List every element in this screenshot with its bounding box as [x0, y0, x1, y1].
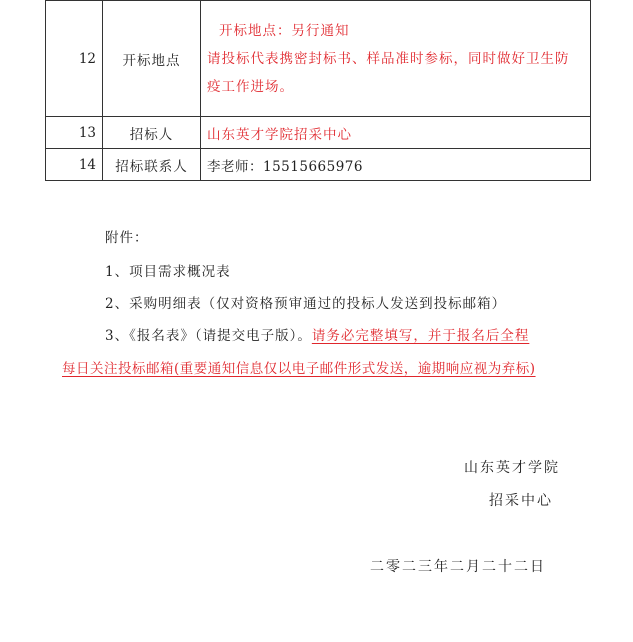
contact-person: 李老师：15515665976 [201, 149, 591, 181]
attachment-item-3-warning: 请务必完整填写，并于报名后全程 [311, 328, 530, 344]
row-content [201, 1, 591, 117]
attachment-item-2: 2、采购明细表（仅对资格预审通过的投标人发送到投标邮箱） [105, 296, 507, 312]
signature-date: 二零二三年二月二十二日 [370, 559, 546, 575]
signature-org: 山东英才学院 [464, 460, 560, 476]
bid-info-table [45, 0, 591, 181]
attachment-item-3 [105, 324, 529, 344]
table-row [46, 117, 591, 149]
row-item-label: 招标人 [103, 117, 201, 149]
attachment-warning-continued: 每日关注投标邮箱(重要通知信息仅以电子邮件形式发送，逾期响应视为弃标) [62, 361, 536, 377]
attachment-item-3-label: 3、《报名表》（请提交电子版）。 [105, 328, 312, 344]
bid-notice-line-1: 请投标代表携密封标书、样品准时参标，同时做好卫生防 [207, 50, 570, 67]
row-number: 14 [46, 149, 103, 181]
bid-opening-location: 开标地点：另行通知 [219, 22, 350, 39]
row-item-label: 招标联系人 [103, 149, 201, 181]
attachment-item-1: 1、项目需求概况表 [105, 264, 231, 280]
attachments-heading: 附件： [105, 230, 149, 246]
table-row [46, 149, 591, 181]
row-number: 13 [46, 117, 103, 149]
tenderer-name: 山东英才学院招采中心 [201, 117, 591, 149]
row-item-label: 开标地点 [103, 1, 201, 117]
bid-notice-line-2: 疫工作进场。 [207, 78, 294, 95]
row-number: 12 [46, 1, 103, 117]
signature-dept: 招采中心 [489, 493, 553, 509]
table-row [46, 1, 591, 117]
